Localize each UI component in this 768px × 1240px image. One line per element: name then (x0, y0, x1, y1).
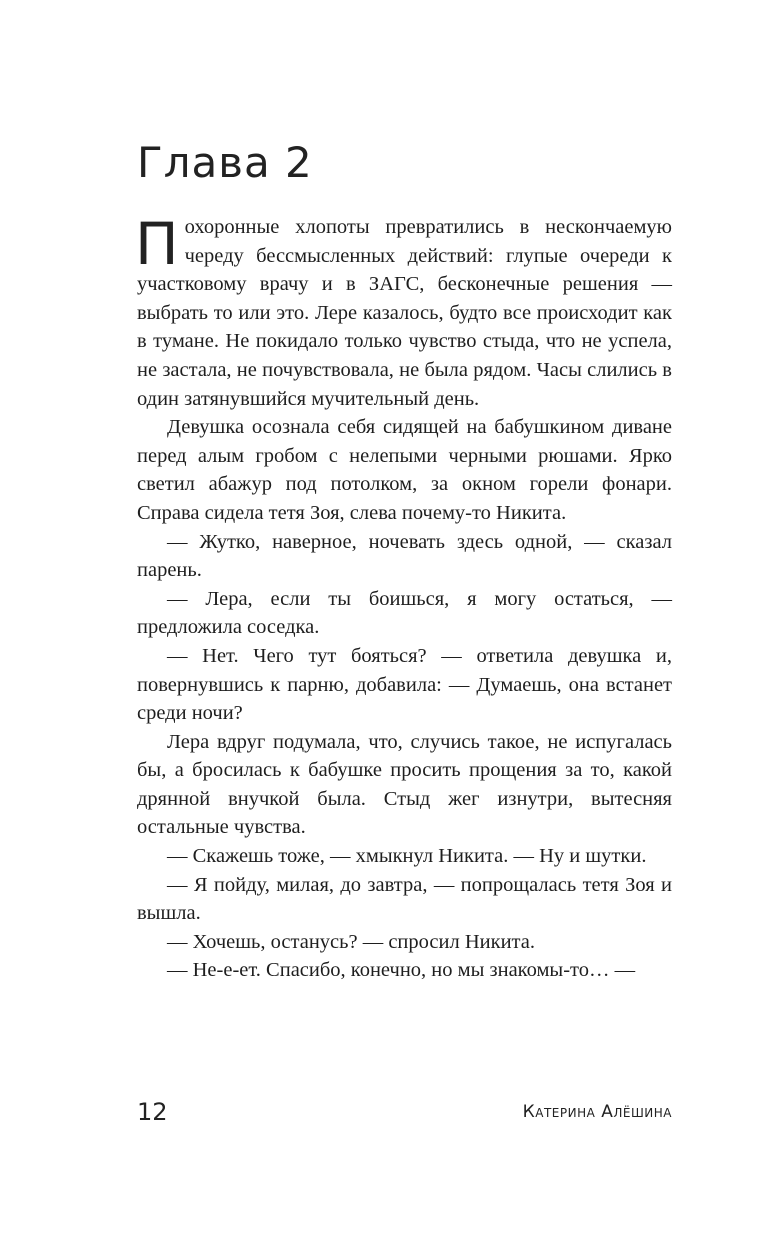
paragraph: — Жутко, наверное, ночевать здесь одной, — сказал парень. (137, 530, 672, 582)
first-paragraph-text: охоронные хлопоты превратились в нескончаемую череду бессмысленных действий: глупые очереди к участковому врачу и в ЗАГС, бесконечные решения — выбрать то или это. Лере казалось, будто все происходит как в тумане. Не покидало только чувство стыда, что не успела, не застала, не почувствовала, не была рядом. Часы слились в один затянувшийся мучительный день. (137, 216, 672, 410)
drop-cap: П (135, 210, 179, 278)
first-paragraph (135, 210, 672, 413)
author-running-head: Катерина Алёшина (522, 1102, 672, 1122)
paragraph: — Нет. Чего тут бояться? — ответила девушка и, повернувшись к парню, добавила: — Думаешь, она встанет среди ночи? (137, 644, 672, 725)
paragraph: — Скажешь тоже, — хмыкнул Никита. — Ну и шутки. (167, 845, 647, 868)
paragraph: Лера вдруг подумала, что, случись такое, не испугалась бы, а бросилась к бабушке просить прощения за то, какой дрянной внучкой была. Стыд жег изнутри, вытесняя остальные чувства. (137, 730, 672, 839)
paragraph: — Хочешь, останусь? — спросил Никита. (167, 930, 535, 953)
body-text (135, 210, 672, 985)
paragraph: Девушка осознала себя сидящей на бабушкином диване перед алым гробом с нелепыми черными рюшами. Ярко светил абажур под потолком, за окном горели фонари. Справа сидела тетя Зоя, слева почему-то Никита. (137, 416, 672, 524)
paragraph: — Не-е-ет. Спасибо, конечно, но мы знакомы-то… — (167, 959, 636, 982)
paragraph: — Я пойду, милая, до завтра, — попрощалась тетя Зоя и вышла. (137, 873, 672, 925)
chapter-title: Глава 2 (137, 138, 313, 187)
page-number: 12 (137, 1098, 168, 1126)
paragraph: — Лера, если ты боишься, я могу остаться, — предложила соседка. (137, 587, 672, 639)
